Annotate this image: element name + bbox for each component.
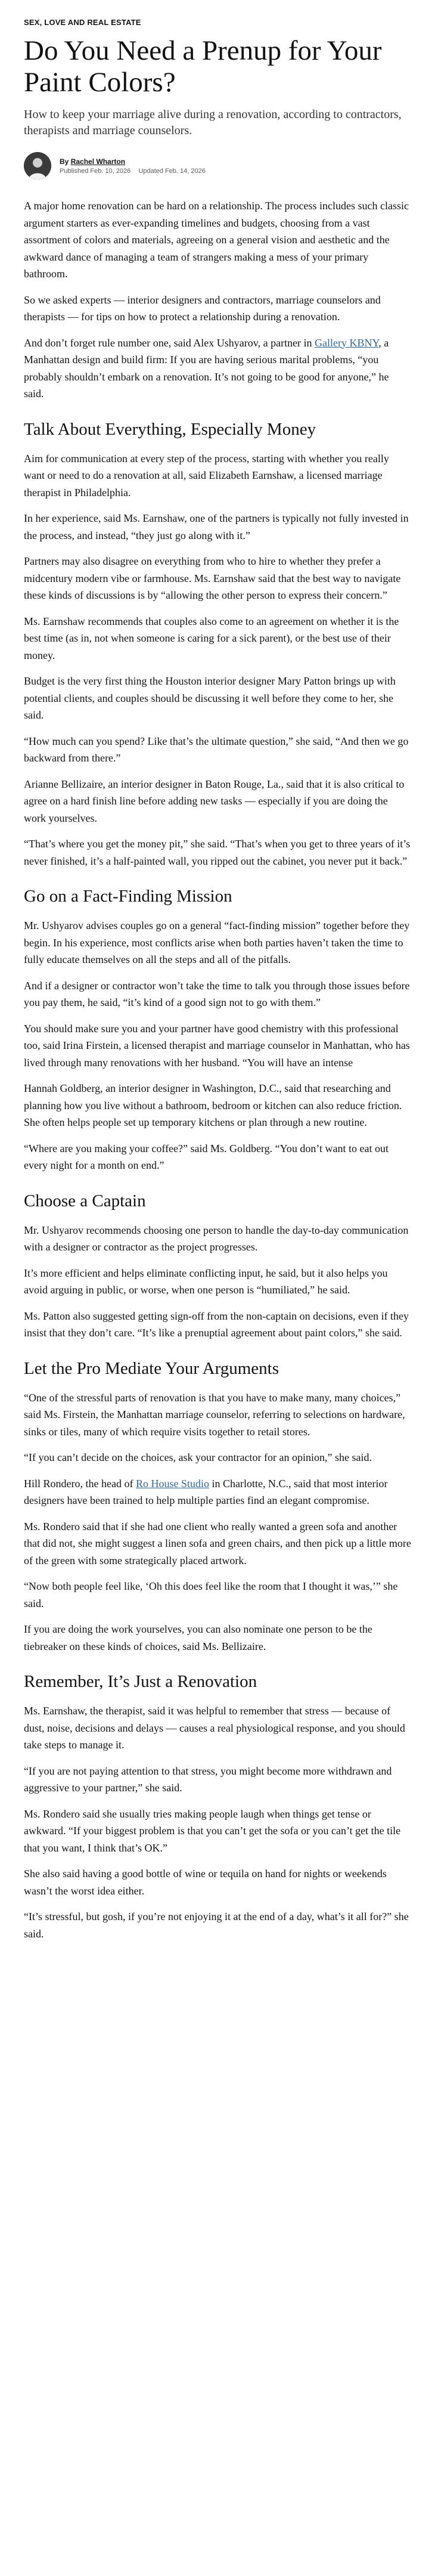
paragraph: You should make sure you and your partner have good chemistry with this professional too, said Irina Firstein, a licensed therapist and marriage counselor in Manhattan, who has lived through many renovations with her husband. “You will have an intense — [24, 1022, 410, 1069]
paragraph: “If you can’t decide on the choices, ask your contractor for an opinion,” she said. — [24, 1451, 372, 1463]
paragraph — [24, 335, 411, 402]
paragraph: She also said having a good bottle of wine or tequila on hand for nights or weekends wasn’t the worst idea either. — [24, 1868, 387, 1897]
paragraph: Ms. Patton also suggested getting sign-off from the non-captain on decisions, even if they insist that they don’t care. “It’s like a prenuptial agreement about paint colors,” she said. — [24, 1309, 409, 1339]
section-heading: Let the Pro Mediate Your Arguments — [24, 1358, 279, 1378]
paragraph: Ms. Earnshaw, the therapist, said it was helpful to remember that stress — because of dust, noise, decisions and delays — causes a real physiological response, and you should take steps to manage it. — [24, 1705, 405, 1751]
article-summary: How to keep your marriage alive during a renovation, according to contractors, therapists and marriage counselors. — [24, 108, 402, 137]
byline — [24, 152, 411, 179]
byline-author-line — [60, 157, 206, 166]
paragraph: Hannah Goldberg, an interior designer in Washington, D.C., said that researching and planning how you live without a bathroom, bedroom or kitchen can also reduce friction. She often helps people set up temporary kitchens or plan through a new routine. — [24, 1082, 402, 1128]
paragraph: “That’s where you get the money pit,” she said. “That’s when you get to three years of it’s never finished, it’s a half-painted wall, you ripped out the cabinet, you never put it back.” — [24, 838, 411, 867]
paragraph: “Now both people feel like, ‘Oh this does feel like the room that I thought it was,’” she said. — [24, 1580, 398, 1609]
section-heading: Talk About Everything, Especially Money — [24, 419, 316, 439]
paragraph: Budget is the very first thing the Houston interior designer Mary Patton brings up with potential clients, and couples should be discussing it well before they come to her, she said. — [24, 675, 396, 721]
author-link[interactable]: Rachel Wharton — [70, 157, 126, 166]
paragraph: A major home renovation can be hard on a relationship. The process includes such classic argument starters as ever-expanding timelines and budgets, choosing from a vast assortment of colors and materials, agreeing on a general vision and aesthetic and the awkward dance of managing a team of strangers making a mess of your primary bathroom. — [24, 200, 409, 280]
paragraph-text: , a Manhattan design and build firm: If you are having serious marital problems, “you probably shouldn’t embark on a renovation. It’s not going to be good for anyone,” he said. — [24, 336, 389, 400]
paragraph: Mr. Ushyarov advises couples go on a general “fact-finding mission” together before they begin. In his experience, most conflicts arise when both parties haven’t taken the time to fully educate themselves on all the steps and all of the pitfalls. — [24, 919, 410, 965]
byline-text — [60, 157, 206, 175]
author-avatar[interactable] — [24, 152, 51, 179]
paragraph: If you are doing the work yourselves, you can also nominate one person to be the tiebreaker on these kinds of choices, said Ms. Bellizaire. — [24, 1623, 372, 1652]
paragraph: Mr. Ushyarov recommends choosing one person to handle the day-to-day communication with a designer or contractor as the project progresses. — [24, 1224, 409, 1253]
article-dates — [60, 168, 206, 175]
headline: Do You Need a Prenup for Your Paint Colors? — [24, 35, 382, 98]
section-kicker[interactable]: SEX, LOVE AND REAL ESTATE — [24, 18, 141, 27]
paragraph: Ms. Rondero said she usually tries making people laugh when things get tense or awkward. “If your biggest problem is that you can’t get the sofa or you can’t get the tile that you want, I think that’s OK.” — [24, 1807, 401, 1854]
paragraph: “It’s stressful, but gosh, if you’re not enjoying it at the end of a day, what’s it all for?” she said. — [24, 1911, 409, 1940]
published-date: Published Feb. 10, 2026 — [60, 167, 131, 175]
section-heading: Go on a Fact-Finding Mission — [24, 887, 232, 906]
paragraph: Arianne Bellizaire, an interior designer in Baton Rouge, La., said that it is also critical to agree on a hard finish line before adding new tasks — especially if you are doing the work yourselves. — [24, 778, 405, 824]
ro-house-studio-link[interactable]: Ro House Studio — [135, 1477, 209, 1490]
paragraph: So we asked experts — interior designers and contractors, marriage counselors and therapists — for tips on how to protect a relationship during a renovation. — [24, 293, 381, 323]
paragraph: Aim for communication at every step of the process, starting with whether you really want or need to do a renovation at all, said Elizabeth Earnshaw, a licensed marriage therapist in Philadelphia. — [24, 452, 389, 499]
paragraph: “How much can you spend? Like that’s the ultimate question,” she said, “And then we go backward from there.” — [24, 735, 409, 764]
paragraph: In her experience, said Ms. Earnshaw, one of the partners is typically not fully invested in the process, and instead, “they just go along with it.” — [24, 512, 409, 541]
paragraph — [24, 1475, 411, 1509]
paragraph: “One of the stressful parts of renovation is that you have to make many, many choices,” said Ms. Firstein, the Manhattan marriage counselor, referring to selections on hardware, sinks or tiles, many of which require visits together to retail stores. — [24, 1391, 405, 1438]
paragraph: Ms. Rondero said that if she had one client who really wanted a green sofa and another that did not, she might suggest a linen sofa and green chairs, and then pick up a little more of the green with some strategically placed artwork. — [24, 1520, 411, 1566]
paragraph-text: And don’t forget rule number one, said Alex Ushyarov, a partner in — [24, 336, 315, 349]
gallery-kbny-link[interactable]: Gallery KBNY — [315, 336, 379, 349]
byline-prefix: By — [60, 157, 69, 166]
paragraph: “Where are you making your coffee?” said Ms. Goldberg. “You don’t want to eat out every night for a month on end.” — [24, 1142, 389, 1171]
paragraph: Ms. Earnshaw recommends that couples also come to an agreement on whether it is the best time (as in, not when someone is caring for a sick parent), or the best use of their money. — [24, 615, 399, 661]
paragraph-text: Hill Rondero, the head of — [24, 1477, 136, 1490]
author-photo-icon — [24, 152, 51, 179]
paragraph-text: in Charlotte, N.C., said that most interior designers have been trained to help multiple parties find an elegant compromise. — [24, 1477, 388, 1506]
paragraph: “If you are not paying attention to that stress, you might become more withdrawn and aggressive to your partner,” she said. — [24, 1764, 392, 1794]
updated-date: Updated Feb. 14, 2026 — [138, 167, 206, 175]
paragraph: And if a designer or contractor won’t take the time to talk you through those issues before you pay them, he said, “it’s kind of a good sign not to go with them.” — [24, 979, 410, 1008]
section-heading: Remember, It’s Just a Renovation — [24, 1672, 257, 1691]
section-heading: Choose a Captain — [24, 1191, 146, 1210]
paragraph: It’s more efficient and helps eliminate conflicting input, he said, but it also helps you avoid arguing in public, or worse, when one person is “humiliated,” he said. — [24, 1267, 388, 1296]
paragraph: Partners may also disagree on everything from who to hire to whether they prefer a midcentury modern vibe or farmhouse. Ms. Earnshaw said that the best way to navigate these kinds of discussions is by “allowing the other person to express their concern.” — [24, 555, 401, 601]
